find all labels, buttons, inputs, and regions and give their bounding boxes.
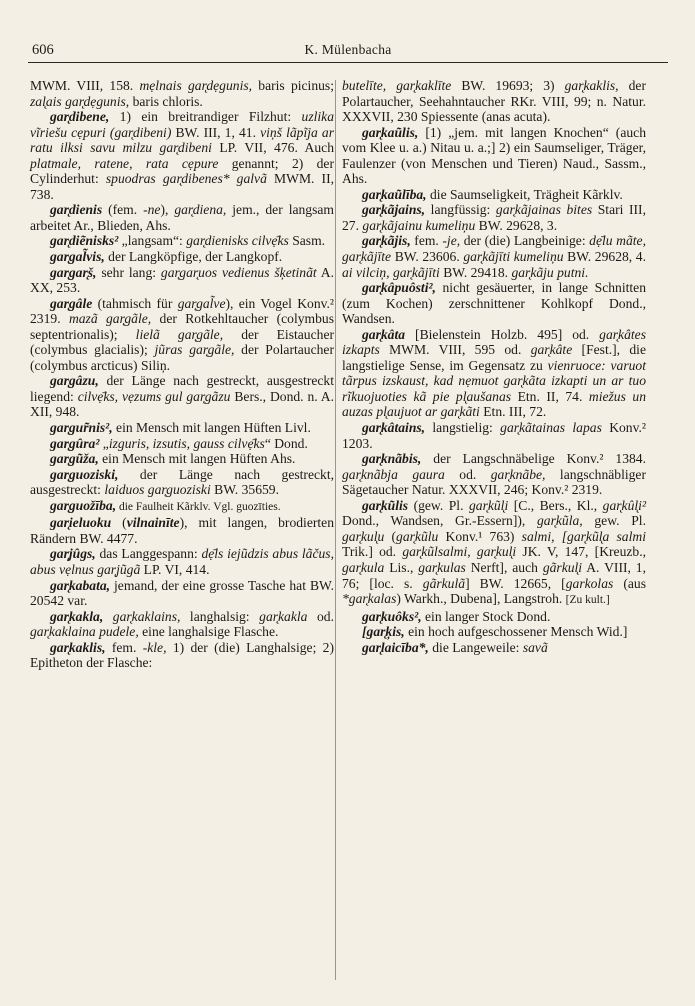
example-text: garkolas	[565, 575, 614, 591]
headword: gar̨gâle	[50, 295, 93, 311]
example-text: uzlika vĩriešu cẹpuri (gar̨dibeni)	[30, 109, 334, 140]
definition-text: (fem.	[102, 202, 144, 218]
dictionary-entry	[342, 327, 646, 420]
definition-text: Dond., Wandsen, Gr.-Essern]),	[342, 513, 537, 529]
definition-text: BW. 23606.	[391, 249, 464, 265]
definition-text: Konv.² 1203.	[342, 420, 646, 451]
headword: gar̨kâta	[362, 326, 406, 342]
dictionary-entry	[30, 296, 334, 374]
definition-text: fem.	[105, 639, 143, 655]
example-text: gar̨kul̨u	[342, 528, 385, 544]
example-text: gar̨kãjainu kumeliņu	[362, 217, 476, 233]
example-text: cilvẹ̄ks, vẹzums gul gar̨gãzu	[77, 388, 231, 404]
dictionary-entry	[30, 609, 334, 640]
example-text: -je,	[442, 233, 461, 249]
headword: gar̨kũlis	[362, 497, 409, 513]
headword: gar̨kaũlis,	[362, 124, 419, 140]
example-text: -ne	[143, 202, 161, 218]
definition-text: LP. VII, 476. Auch	[211, 140, 334, 156]
dictionary-entry	[30, 467, 334, 498]
definition-text: Trik.] od.	[342, 544, 403, 560]
definition-text: Nerft], auch	[465, 559, 543, 575]
example-text: gar̨kãjainas bites	[495, 202, 593, 218]
headword: gar̨guoziski,	[50, 466, 119, 482]
example-text: gãrkulã	[422, 575, 466, 591]
example-text: gar̨gal̃ve	[177, 295, 226, 311]
definition-text: (gew. Pl.	[408, 497, 469, 513]
definition-text: ein langer Stock Dond.	[421, 608, 551, 624]
right-column	[342, 78, 646, 655]
example-text: mẹlnais gar̨dẹgunis,	[139, 78, 253, 93]
definition-text: der (die) Langbeinige:	[460, 233, 590, 249]
dictionary-entry	[342, 624, 646, 640]
dictionary-entry	[30, 420, 334, 436]
headword: gar̨kaũlība,	[362, 186, 427, 202]
definition-text: 1) der (die) Langhalsige; 2) Epitheton der Flasche:	[30, 639, 334, 671]
note-text: die Faulheit Kãrklv. Vgl. guozīties.	[116, 500, 281, 513]
definition-text: die Langeweile:	[428, 639, 523, 655]
definition-text: [C., Bers., Kl.,	[508, 497, 603, 513]
definition-text: od.	[307, 608, 335, 624]
definition-text: der Polartaucher, Seehahntaucher RKr. VIII, 99; n. Natur. XXXVII, 230 Spiessente (anas acuta).	[342, 78, 646, 125]
example-text: gar̨diena,	[174, 202, 227, 218]
example-text: gar̨kaklis,	[564, 78, 619, 93]
definition-text: “ Dond.	[264, 435, 308, 451]
dictionary-entry	[30, 109, 334, 202]
definition-text: ), ein Vogel Konv.² 2319.	[30, 295, 334, 327]
dictionary-entry	[30, 265, 334, 296]
dictionary-entry	[342, 451, 646, 498]
dictionary-entry	[30, 233, 334, 249]
definition-text: der Rotkehltaucher (colymbus septentrionalis);	[30, 311, 335, 342]
headword: gar̨kãjis,	[362, 233, 411, 249]
definition-text: BW. 19693; 3)	[451, 78, 565, 93]
definition-text: (aus	[613, 575, 646, 591]
dictionary-entry	[30, 498, 334, 516]
example-text: platmale, ratene, rata cẹpure	[30, 155, 219, 171]
definition-text: der Länge nach gestreckt, ausgestreckt liegend:	[30, 373, 334, 404]
example-text: gar̨kũl̨i	[468, 497, 509, 513]
example-text: gar̨kãju putni.	[511, 264, 589, 280]
example-text: gar̨gar̨uos vedienus šķetinãt	[160, 264, 317, 280]
headword: gar̨dibene,	[50, 109, 110, 125]
headword: [gar̨ķis,	[362, 624, 405, 640]
dictionary-entry	[342, 202, 646, 233]
definition-text	[103, 609, 113, 624]
example-text: gar̨kũlsalmi, gar̨kul̨i	[402, 544, 517, 560]
example-text: dẹ̄lu mãte, gar̨kãjīte	[342, 233, 646, 265]
definition-text: ), mit langen, brodierten Rändern BW. 4477.	[30, 515, 334, 546]
dictionary-entry	[342, 78, 646, 125]
definition-text: [1) „jem. mit langen Knochen“ (auch vom Klee u. a.) Nitau u. a.;] 2) ein Saumseliger, Träger, Faulenzer (von Menschen und Tieren) Naud., Sassm., Ahs.	[342, 124, 646, 187]
example-text: gar̨kûl̨i²	[602, 497, 647, 513]
definition-text: der Eistaucher (colymbus glacialis);	[30, 326, 334, 358]
definition-text: sehr lang:	[96, 264, 161, 280]
definition-text: gew. Pl.	[582, 513, 646, 529]
definition-text: LP. VI, 414.	[140, 561, 210, 577]
headword: gar̨gur̃nis²,	[50, 420, 113, 436]
headword: gar̨kuôks²,	[362, 608, 422, 624]
example-text: *gar̨kalas	[342, 591, 397, 607]
note-text: [Zu kult.]	[565, 594, 610, 607]
headword: gar̨knãbis,	[362, 451, 422, 467]
definition-text: ein Mensch mit langen Hüften Livl.	[112, 420, 311, 436]
definition-text: BW. 29418.	[439, 264, 512, 280]
headword: gar̨gûra²	[50, 435, 100, 451]
dictionary-entry	[30, 78, 334, 109]
example-text: viņš lãpĩja ar ratu ilksi savu milzu gar̨dibeni	[30, 124, 334, 156]
example-text: vienruoce: varuot tãrpus izskaust, kad nẹmuot gar̨kãta izkapti un ar tuo rĩkuojuoties kã pie pl̨aušanas	[342, 357, 646, 404]
dictionary-entry	[30, 373, 334, 420]
headword: gar̨dienis	[50, 202, 103, 218]
dictionary-entry	[342, 420, 646, 451]
definition-text: baris chloris.	[129, 93, 203, 109]
dictionary-entry	[30, 546, 334, 577]
headword: gar̨kãjains,	[362, 202, 426, 218]
definition-text: langfüssig:	[425, 202, 496, 218]
definition-text: jemand, der eine grosse Tasche hat BW. 20542 var.	[30, 577, 334, 609]
example-text: -kle,	[142, 639, 167, 655]
headword: gar̨kabata,	[50, 577, 111, 593]
dictionary-entry	[342, 609, 646, 625]
definition-text: ),	[160, 202, 175, 218]
dictionary-entry	[342, 233, 646, 280]
example-text: izguris, izsutis, gauss cilvẹ̄ks	[108, 435, 265, 451]
definition-text: der Länge nach gestreckt, ausgestreckt:	[30, 466, 334, 498]
definition-text: od.	[444, 466, 491, 482]
definition-text: JK. V, 147, [Kreuzb.,	[516, 544, 646, 560]
dictionary-entry	[342, 187, 646, 203]
definition-text: der Langköpfige, der Langkopf.	[104, 249, 283, 265]
example-text: gar̨kula	[342, 559, 385, 575]
example-text: dẹ̄ls iejũdzis abus lãčus, abus vẹlnus gar̨jũgã	[30, 546, 334, 577]
example-text: jũras gar̨gãle,	[154, 342, 235, 358]
example-text: ai vilciņ, gar̨kãjīti	[342, 264, 440, 280]
definition-text: ) Warkh., Dubena], Langstroh.	[396, 591, 566, 607]
column-divider	[335, 80, 336, 980]
headword: gar̨kaklis,	[50, 639, 106, 655]
definition-text: A. VIII, 1, 76; [loc. s.	[342, 559, 646, 591]
definition-text: (	[111, 515, 127, 531]
headword: vilnainīte	[126, 515, 180, 531]
definition-text: fem.	[410, 233, 443, 249]
definition-text: 1) ein breitrandiger Filzhut:	[109, 109, 302, 125]
dictionary-entry	[30, 249, 334, 265]
page-header	[28, 40, 668, 63]
definition-text: langschnäbliger Sägetaucher Natur. XXXVII, 246; Konv.² 2319.	[342, 466, 646, 498]
example-text: gar̨kũlu	[396, 528, 439, 544]
definition-text: eine langhalsige Flasche.	[138, 624, 279, 640]
example-text: spuodras gar̨dibenes* galvã	[105, 171, 267, 187]
definition-text: „	[99, 435, 109, 451]
definition-text: Stari III, 27.	[342, 202, 646, 233]
definition-text: ein Mensch mit langen Hüften Ahs.	[98, 451, 296, 467]
definition-text: Etn. III, 72.	[479, 404, 547, 420]
definition-text: BW. 35659.	[210, 482, 279, 498]
headword: gar̨diẽnisks²	[50, 233, 119, 249]
headword: gar̨ieluoku	[50, 515, 112, 531]
example-text: mazã gar̨gãle,	[68, 311, 152, 327]
definition-text: BW. III, 1, 41.	[171, 124, 261, 140]
definition-text: das Langgespann:	[95, 546, 202, 562]
example-text: gar̨kâte	[530, 342, 573, 358]
example-text: gar̨kulas	[418, 559, 466, 575]
headword: gar̨kakla,	[50, 608, 104, 624]
definition-text: (tahmisch für	[92, 295, 178, 311]
example-text: savã	[522, 639, 548, 655]
headword: gar̨gar̨š,	[50, 264, 97, 280]
definition-text: Sasm.	[288, 233, 326, 249]
definition-text: der Langschnäbelige Konv.² 1384.	[421, 451, 646, 467]
example-text: miežus un auzas pl̨aujuot ar gar̨kãti	[342, 388, 646, 420]
example-text: gar̨knãbe,	[490, 466, 546, 482]
definition-text: MWM. II, 738.	[30, 171, 335, 202]
example-text: gar̨kâtes izkapts	[342, 326, 646, 358]
definition-text: langhalsig:	[180, 608, 260, 624]
headword: gar̨laicība*,	[362, 639, 429, 655]
running-head: K. Mülenbacha	[304, 42, 392, 57]
example-text: gãrkul̨i	[542, 559, 583, 575]
definition-text: Etn. II, 74.	[511, 388, 589, 404]
dictionary-entry	[30, 202, 334, 233]
definition-text: die Saumseligkeit, Trägheit Kãrklv.	[426, 186, 623, 202]
example-text: gar̨kaklains,	[112, 608, 181, 624]
dictionary-entry	[30, 436, 334, 452]
definition-text: [Fest.], die langstielige Sense, im Gegensatz zu	[342, 342, 646, 373]
definition-text: (	[384, 528, 397, 544]
headword: gar̨gâzu,	[50, 373, 99, 389]
definition-text: A. XX, 253.	[30, 264, 334, 296]
definition-text: langstielig:	[425, 420, 501, 436]
definition-text: MWM. VIII, 595 od.	[379, 342, 531, 358]
definition-text: baris picinus;	[252, 78, 334, 93]
example-text: gar̨kũla,	[536, 513, 583, 529]
dictionary-entry	[30, 640, 334, 671]
definition-text: „langsam“:	[118, 233, 187, 249]
definition-text: BW. 29628, 3.	[475, 217, 558, 233]
headword: gar̨jûgs,	[50, 546, 96, 562]
definition-text: nicht gesäuerter, in lange Schnitten (zum Kochen) zerschnittener Kohlkopf Dond., Wandsen.	[342, 280, 646, 327]
example-text: gar̨kãjīti kumeliņu	[463, 249, 564, 265]
example-text: lielã gar̨gãle,	[135, 326, 224, 342]
headword: gar̨gal̃vis,	[50, 249, 105, 265]
definition-text: genannt; 2) der Cylinderhut:	[30, 155, 334, 187]
dictionary-entry	[30, 515, 334, 546]
definition-text: jem., der langsam arbeitet Ar., Blieden, Ahs.	[30, 202, 334, 233]
example-text: laiduos gar̨guoziski	[104, 482, 211, 498]
dictionary-entry	[342, 280, 646, 327]
dictionary-entry	[30, 578, 334, 609]
definition-text: [Bielenstein Holzb. 495] od.	[405, 326, 600, 342]
definition-text: ] BW. 12665, [	[465, 575, 566, 591]
dictionary-entry	[342, 498, 646, 609]
example-text: gar̨dienisks cilvẹ̄ks	[186, 233, 289, 249]
example-text: gar̨knãbja gaura	[342, 466, 445, 482]
left-column	[30, 78, 334, 671]
dictionary-entry	[342, 640, 646, 656]
headword: gar̨kâpuôsti²,	[362, 280, 436, 296]
definition-text: der Polartaucher (colymbus arcticus) Siliņ.	[30, 342, 334, 373]
example-text: butelīte, gar̨kaklīte	[342, 78, 452, 93]
page-number: 606	[32, 42, 54, 58]
definition-text: MWM. VIII, 158.	[30, 78, 140, 93]
example-text: gar̨kãtainas lapas	[500, 420, 602, 436]
example-text: gar̨kakla	[259, 608, 308, 624]
example-text: salmi, [gar̨kũl̨a salmi	[521, 528, 646, 544]
example-text: zal̨ais gar̨dẹgunis,	[30, 93, 130, 109]
definition-text: Bers., Dond. n. A. XII, 948.	[30, 388, 335, 420]
headword: gar̨gũža,	[50, 451, 99, 467]
definition-text: ein hoch aufgeschossener Mensch Wid.]	[404, 624, 628, 640]
example-text: gar̨kaklaina pudele,	[30, 624, 139, 640]
dictionary-entry	[30, 451, 334, 467]
definition-text: Konv.¹ 763)	[438, 528, 522, 544]
definition-text: BW. 29628, 4.	[563, 249, 646, 265]
headword: gar̨kâtains,	[362, 420, 426, 436]
dictionary-entry	[342, 125, 646, 187]
headword: gar̨guožība,	[50, 497, 117, 513]
definition-text: Lis.,	[384, 559, 419, 575]
